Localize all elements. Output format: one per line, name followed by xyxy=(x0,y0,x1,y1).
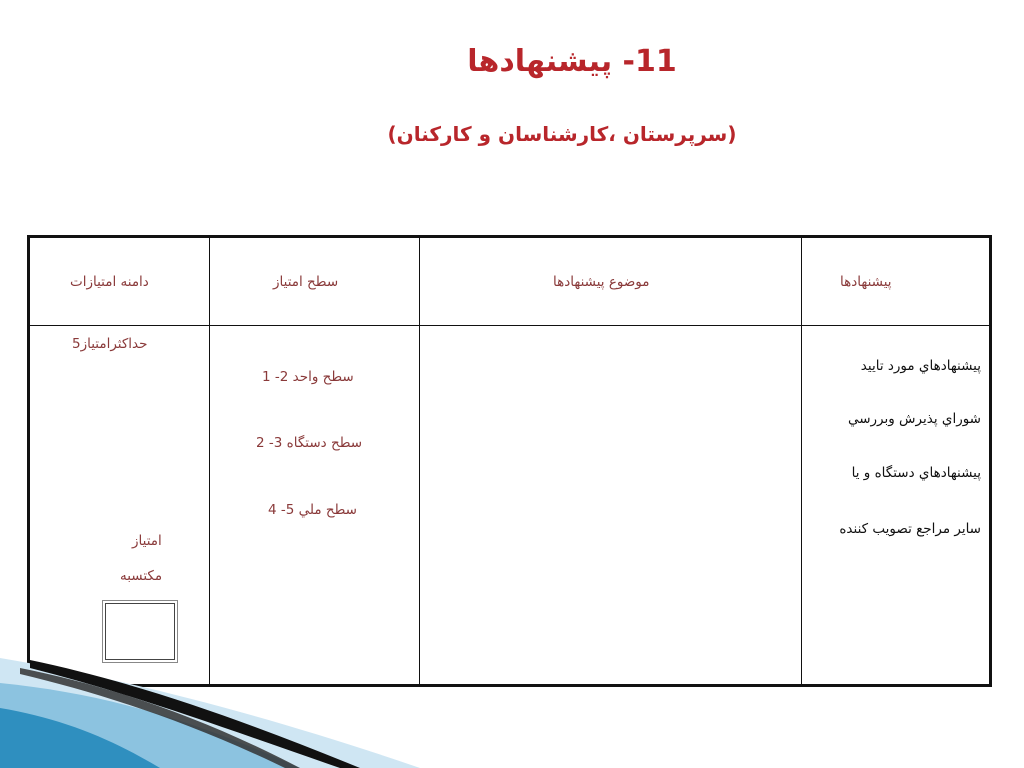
header-score-level: سطح امتیاز xyxy=(273,274,339,290)
table-column-divider xyxy=(419,238,420,684)
acquired-score-label: امتیاز xyxy=(132,533,162,549)
score-level-line: سطح دستگاه 3- 2 xyxy=(256,435,363,451)
suggestion-line: ساير مراجع تصويب كننده xyxy=(839,521,981,537)
suggestion-line: پيشنهادهاي مورد تاييد xyxy=(860,358,981,374)
header-suggestion-topic: موضوع پیشنهادها xyxy=(553,274,650,290)
header-score-range: دامنه امتیازات xyxy=(70,274,149,290)
max-score-text: حداکثرامتیاز5 xyxy=(72,336,148,352)
slide-subtitle: (سرپرستان ،کارشناسان و کارکنان) xyxy=(387,122,737,146)
suggestions-table xyxy=(27,235,992,687)
slide-title: 11- پیشنهادها xyxy=(467,44,677,79)
decorative-wave-icon xyxy=(0,638,420,768)
suggestion-line: پيشنهادهاي دستگاه و يا xyxy=(851,465,981,481)
score-level-line: سطح ملي 5- 4 xyxy=(268,502,357,518)
table-header-divider xyxy=(30,325,989,326)
header-suggestions: پیشنهادها xyxy=(840,274,892,290)
table-column-divider xyxy=(801,238,802,684)
score-level-line: سطح واحد 2- 1 xyxy=(262,369,354,385)
table-column-divider xyxy=(209,238,210,684)
suggestion-line: شوراي پذيرش وبررسي xyxy=(847,411,981,427)
acquired-score-label: مکتسبه xyxy=(120,568,163,584)
